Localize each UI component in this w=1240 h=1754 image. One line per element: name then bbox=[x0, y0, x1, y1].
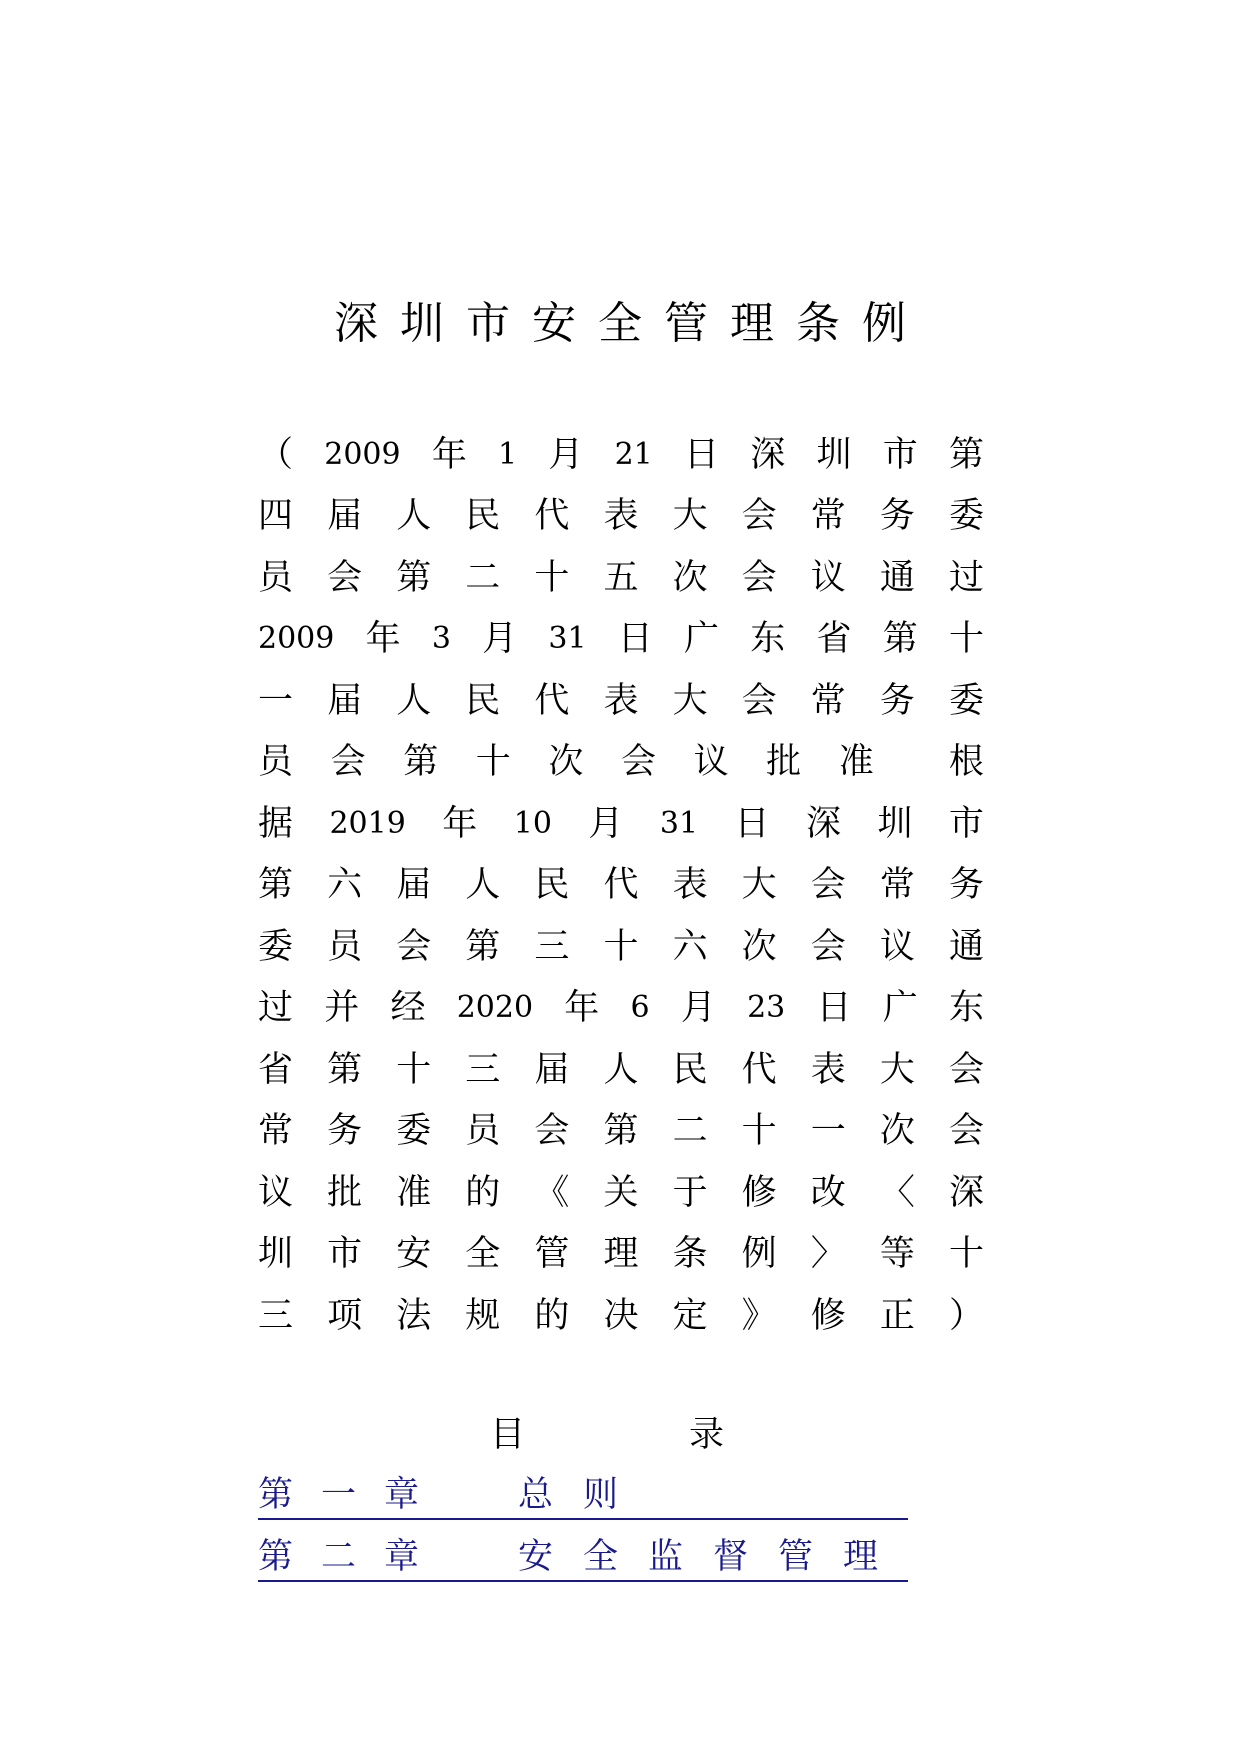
preamble-token: 务 bbox=[879, 680, 915, 721]
preamble-token: 会 bbox=[396, 926, 432, 967]
preamble-token: 第 bbox=[948, 434, 984, 475]
preamble-line bbox=[258, 1101, 984, 1163]
preamble-token: 次 bbox=[879, 1111, 915, 1152]
preamble-token: 》 bbox=[741, 1295, 777, 1336]
preamble-token: 批 bbox=[327, 1172, 363, 1213]
preamble-token: 二 bbox=[465, 557, 501, 598]
preamble-token: 31 bbox=[659, 805, 699, 841]
preamble-token: 十 bbox=[475, 742, 511, 783]
preamble-token: 人 bbox=[465, 865, 501, 906]
preamble-token: 表 bbox=[603, 680, 639, 721]
preamble-token: 会 bbox=[620, 742, 656, 783]
preamble-token: 次 bbox=[672, 557, 708, 598]
preamble-token: 人 bbox=[396, 680, 432, 721]
preamble-token: 年 bbox=[564, 988, 600, 1029]
preamble-token: 十 bbox=[603, 926, 639, 967]
preamble-token: 代 bbox=[741, 1049, 777, 1090]
preamble-token: 议 bbox=[258, 1172, 294, 1213]
toc-link-chapter-2[interactable] bbox=[258, 1532, 908, 1582]
toc-chapter-name: 总则 bbox=[518, 1475, 649, 1515]
preamble-token: 东 bbox=[750, 619, 786, 660]
preamble-token: 委 bbox=[948, 680, 984, 721]
preamble-token: 民 bbox=[465, 680, 501, 721]
preamble-token: 年 bbox=[365, 619, 401, 660]
preamble-token: 常 bbox=[258, 1111, 294, 1152]
preamble-token: 员 bbox=[258, 742, 294, 783]
preamble-token: 的 bbox=[534, 1295, 570, 1336]
preamble-token: 会 bbox=[741, 496, 777, 537]
preamble-token: 务 bbox=[327, 1111, 363, 1152]
preamble-token: 会 bbox=[810, 865, 846, 906]
preamble-token: 广 bbox=[882, 988, 918, 1029]
preamble-token: 21 bbox=[614, 436, 653, 472]
preamble-token: 准 bbox=[838, 742, 874, 783]
preamble-token: 关 bbox=[603, 1172, 639, 1213]
preamble-token: 管 bbox=[534, 1234, 570, 1275]
preamble-token: 3 bbox=[431, 621, 451, 657]
preamble-token: 大 bbox=[741, 865, 777, 906]
preamble-token: 二 bbox=[672, 1111, 708, 1152]
preamble-token: 批 bbox=[766, 742, 802, 783]
preamble-token: 第 bbox=[396, 557, 432, 598]
preamble-token: 例 bbox=[741, 1234, 777, 1275]
preamble-token: 圳 bbox=[816, 434, 852, 475]
preamble-token: 委 bbox=[948, 496, 984, 537]
preamble-token: 并 bbox=[324, 988, 360, 1029]
preamble-token: 四 bbox=[258, 496, 294, 537]
preamble-token: ） bbox=[948, 1295, 984, 1336]
preamble-token: 一 bbox=[810, 1111, 846, 1152]
preamble-token: 十 bbox=[741, 1111, 777, 1152]
document-title: 深圳市安全管理条例 bbox=[334, 298, 928, 349]
preamble-token: 一 bbox=[258, 680, 294, 721]
preamble-token: 东 bbox=[948, 988, 984, 1029]
preamble-token: 圳 bbox=[877, 803, 913, 844]
preamble-token: 会 bbox=[534, 1111, 570, 1152]
preamble-token: 常 bbox=[810, 496, 846, 537]
preamble-token: 六 bbox=[672, 926, 708, 967]
preamble-token: 月 bbox=[588, 803, 624, 844]
preamble-token: 十 bbox=[948, 1234, 984, 1275]
preamble-token: 常 bbox=[810, 680, 846, 721]
preamble-token: 决 bbox=[603, 1295, 639, 1336]
preamble-token: 务 bbox=[879, 496, 915, 537]
preamble-token: 大 bbox=[672, 496, 708, 537]
preamble-token: 会 bbox=[948, 1111, 984, 1152]
preamble-token: 〈 bbox=[879, 1172, 915, 1213]
preamble-token: 根 bbox=[948, 742, 984, 783]
preamble-token: 人 bbox=[603, 1049, 639, 1090]
preamble-token: 改 bbox=[810, 1172, 846, 1213]
preamble-token: 理 bbox=[603, 1234, 639, 1275]
preamble-token: 民 bbox=[672, 1049, 708, 1090]
preamble-token: 常 bbox=[879, 865, 915, 906]
preamble-token: 十 bbox=[396, 1049, 432, 1090]
preamble-token: 第 bbox=[403, 742, 439, 783]
preamble-token: 第 bbox=[465, 926, 501, 967]
preamble-line bbox=[258, 670, 984, 732]
preamble-token: 会 bbox=[810, 926, 846, 967]
preamble-token: 过 bbox=[948, 557, 984, 598]
preamble-token: 委 bbox=[258, 926, 294, 967]
preamble-token: 广 bbox=[684, 619, 720, 660]
preamble-token: 定 bbox=[672, 1295, 708, 1336]
preamble-token: 圳 bbox=[258, 1234, 294, 1275]
preamble-token: 委 bbox=[396, 1111, 432, 1152]
preamble-line bbox=[258, 424, 984, 486]
preamble-token: 民 bbox=[465, 496, 501, 537]
toc-chapter-number: 第一章 bbox=[258, 1475, 448, 1515]
preamble-token: 6 bbox=[630, 990, 650, 1026]
preamble-token: 月 bbox=[680, 988, 716, 1029]
preamble-token: 经 bbox=[390, 988, 426, 1029]
preamble-token: 日 bbox=[816, 988, 852, 1029]
preamble-line bbox=[258, 1039, 984, 1101]
preamble-line bbox=[258, 916, 984, 978]
preamble bbox=[258, 424, 984, 1347]
toc-chapter-number: 第二章 bbox=[258, 1536, 448, 1577]
preamble-token: 届 bbox=[327, 496, 363, 537]
preamble-line bbox=[258, 1285, 984, 1347]
preamble-token: 23 bbox=[747, 990, 786, 1026]
preamble-token: 市 bbox=[327, 1234, 363, 1275]
preamble-token: 员 bbox=[327, 926, 363, 967]
preamble-token: 安 bbox=[396, 1234, 432, 1275]
preamble-token: 规 bbox=[465, 1295, 501, 1336]
preamble-token: 三 bbox=[258, 1295, 294, 1336]
preamble-token: 次 bbox=[548, 742, 584, 783]
preamble-token: 表 bbox=[603, 496, 639, 537]
preamble-token: 月 bbox=[482, 619, 518, 660]
toc-heading-right: 录 bbox=[688, 1415, 724, 1455]
preamble-token: 通 bbox=[879, 557, 915, 598]
preamble-token: 会 bbox=[741, 557, 777, 598]
preamble-token: 据 bbox=[258, 803, 294, 844]
preamble-token: 第 bbox=[882, 619, 918, 660]
preamble-token: 三 bbox=[534, 926, 570, 967]
preamble-token: 2020 bbox=[456, 990, 534, 1026]
preamble-token: 第 bbox=[327, 1049, 363, 1090]
preamble-line bbox=[258, 1224, 984, 1286]
preamble-token: 市 bbox=[948, 803, 984, 844]
preamble-line bbox=[258, 486, 984, 548]
preamble-token: 五 bbox=[603, 557, 639, 598]
preamble-token: 全 bbox=[465, 1234, 501, 1275]
preamble-token: 十 bbox=[948, 619, 984, 660]
preamble-token: 月 bbox=[548, 434, 584, 475]
preamble-token: 员 bbox=[465, 1111, 501, 1152]
preamble-token: 市 bbox=[882, 434, 918, 475]
preamble-token: 届 bbox=[327, 680, 363, 721]
preamble-token: 31 bbox=[548, 621, 587, 657]
preamble-token: 〉 bbox=[810, 1234, 846, 1275]
preamble-token: 准 bbox=[396, 1172, 432, 1213]
preamble-token: 于 bbox=[672, 1172, 708, 1213]
preamble-token: 法 bbox=[396, 1295, 432, 1336]
preamble-token: 日 bbox=[617, 619, 653, 660]
preamble-token: 民 bbox=[534, 865, 570, 906]
preamble-token: 2009 bbox=[258, 621, 335, 657]
preamble-token: （ bbox=[258, 434, 294, 475]
preamble-token: 议 bbox=[693, 742, 729, 783]
preamble-line bbox=[258, 978, 984, 1040]
preamble-token: 通 bbox=[948, 926, 984, 967]
preamble-token: 届 bbox=[396, 865, 432, 906]
preamble-token: 日 bbox=[734, 803, 770, 844]
preamble-token: 2019 bbox=[329, 805, 406, 841]
preamble-line bbox=[258, 547, 984, 609]
preamble-token: 会 bbox=[327, 557, 363, 598]
preamble-token: 人 bbox=[396, 496, 432, 537]
preamble-token: 次 bbox=[741, 926, 777, 967]
toc-chapter-name: 安全监督管理 bbox=[518, 1536, 909, 1577]
preamble-token: 省 bbox=[258, 1049, 294, 1090]
preamble-token: 第 bbox=[603, 1111, 639, 1152]
preamble-token: 省 bbox=[816, 619, 852, 660]
preamble-token: 三 bbox=[465, 1049, 501, 1090]
preamble-token: 修 bbox=[741, 1172, 777, 1213]
toc-link-chapter-1[interactable] bbox=[258, 1470, 908, 1520]
preamble-token: 第 bbox=[258, 865, 294, 906]
preamble-token: 修 bbox=[810, 1295, 846, 1336]
preamble-token: 的 bbox=[465, 1172, 501, 1213]
preamble-token: 项 bbox=[327, 1295, 363, 1336]
preamble-token: 十 bbox=[534, 557, 570, 598]
preamble-token: 1 bbox=[498, 436, 518, 472]
toc-heading bbox=[490, 1410, 724, 1460]
preamble-token: 六 bbox=[327, 865, 363, 906]
preamble-token: 届 bbox=[534, 1049, 570, 1090]
preamble-token: 会 bbox=[948, 1049, 984, 1090]
preamble-token: 代 bbox=[534, 496, 570, 537]
preamble-line bbox=[258, 609, 984, 671]
preamble-token: 会 bbox=[741, 680, 777, 721]
table-of-contents bbox=[258, 1470, 908, 1593]
preamble-token: 过 bbox=[258, 988, 294, 1029]
toc-heading-left: 目 bbox=[490, 1415, 526, 1455]
preamble-token: 深 bbox=[805, 803, 841, 844]
preamble-token: 会 bbox=[330, 742, 366, 783]
preamble-token: 表 bbox=[810, 1049, 846, 1090]
preamble-token: 员 bbox=[258, 557, 294, 598]
preamble-token: 《 bbox=[534, 1172, 570, 1213]
preamble-token: 日 bbox=[684, 434, 720, 475]
preamble-token: 条 bbox=[672, 1234, 708, 1275]
preamble-token: 2009 bbox=[324, 436, 401, 472]
preamble-token: 务 bbox=[948, 865, 984, 906]
preamble-token: 等 bbox=[879, 1234, 915, 1275]
preamble-token: 深 bbox=[948, 1172, 984, 1213]
preamble-line bbox=[258, 732, 984, 794]
preamble-token: 正 bbox=[879, 1295, 915, 1336]
preamble-token: 表 bbox=[672, 865, 708, 906]
preamble-token: 代 bbox=[603, 865, 639, 906]
preamble-token: 议 bbox=[810, 557, 846, 598]
preamble-token: 10 bbox=[513, 805, 552, 841]
preamble-line bbox=[258, 1162, 984, 1224]
preamble-token: 代 bbox=[534, 680, 570, 721]
preamble-token: 大 bbox=[672, 680, 708, 721]
preamble-token: 深 bbox=[750, 434, 786, 475]
preamble-token: 年 bbox=[442, 803, 478, 844]
preamble-token: 大 bbox=[879, 1049, 915, 1090]
preamble-line bbox=[258, 855, 984, 917]
preamble-token: 议 bbox=[879, 926, 915, 967]
preamble-token: 年 bbox=[431, 434, 467, 475]
preamble-line bbox=[258, 793, 984, 855]
